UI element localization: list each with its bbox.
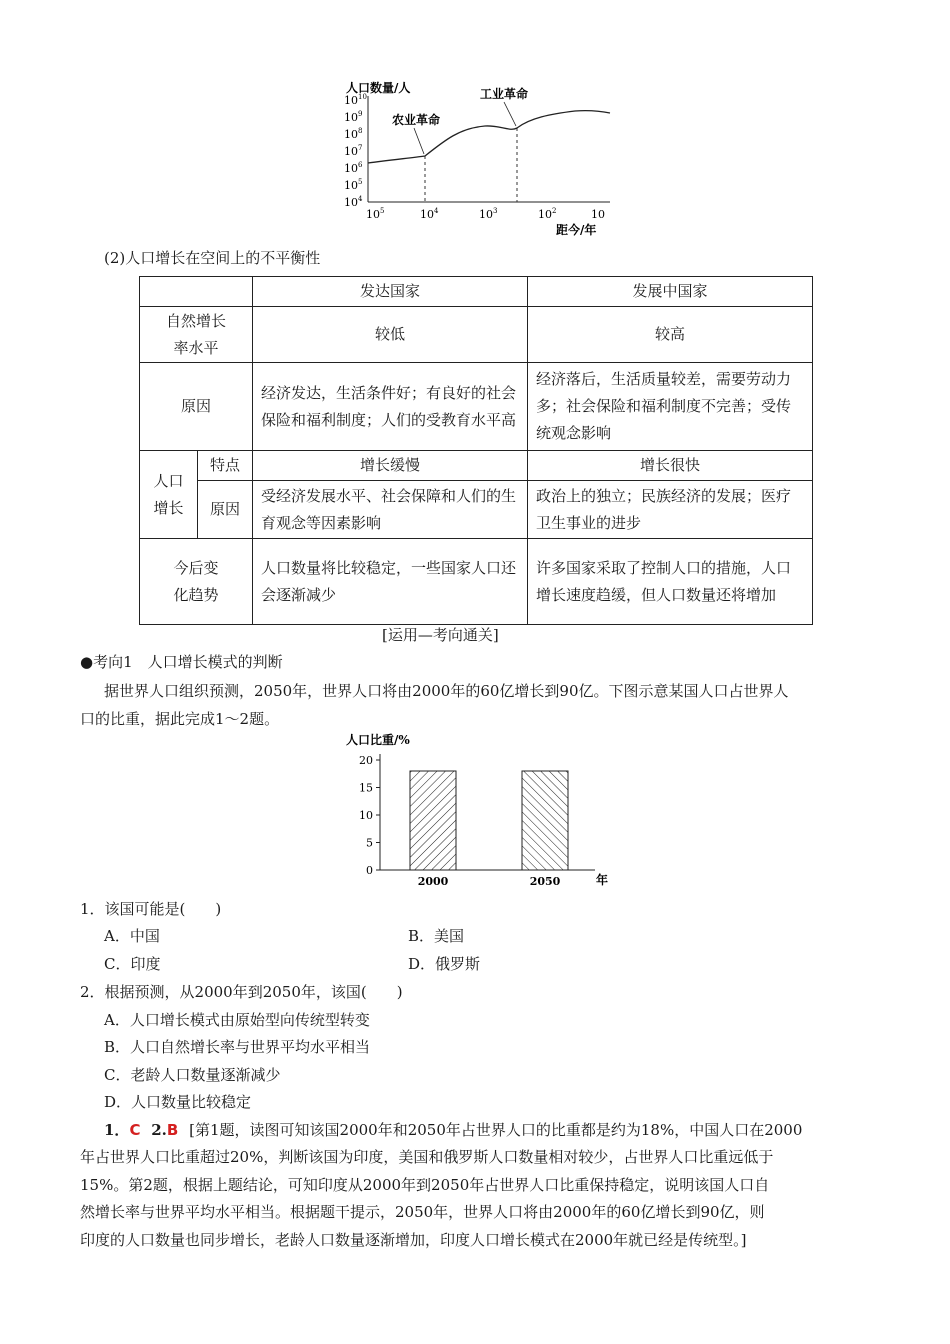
table-row	[140, 451, 813, 481]
section-title: (2)人口增长在空间上的不平衡性	[104, 249, 321, 267]
agri-arrow	[414, 128, 424, 154]
q1-option-b[interactable]: B．美国	[408, 927, 465, 945]
y-tick-label: $10^4$	[344, 195, 363, 209]
reason-label: 原因	[140, 363, 253, 451]
bar-x-labels	[418, 875, 561, 888]
trend-label-line2: 化趋势	[173, 585, 219, 604]
growth-label	[140, 451, 198, 539]
bars	[410, 771, 568, 870]
intro-line-2: 口的比重，据此完成1～2题。	[80, 710, 280, 728]
feature-developing: 增长很快	[528, 451, 813, 481]
bar-y-tick-label: 15	[359, 781, 373, 795]
answer-line-1	[104, 1119, 802, 1140]
comparison-table	[139, 276, 813, 625]
bar-y-tick-label: 10	[359, 809, 373, 822]
bar-x-axis-label: 年	[596, 873, 609, 887]
rate-developing: 较高	[528, 307, 813, 363]
rate-label-line1: 自然增长	[165, 311, 226, 330]
feature-label: 特点	[198, 451, 253, 481]
q2-option-a[interactable]: A．人口增长模式由原始型向传统型转变	[104, 1011, 370, 1029]
x-tick-label: 10	[591, 208, 605, 221]
explanation-line-1: [第1题，读图可知该国2000年和2050年占世界人口的比重都是约为18%，中国人口在2000	[189, 1121, 803, 1139]
explanation-line-3: 15%。第2题，根据上题结论，可知印度从2000年到2050年占世界人口比重保持稳定，说明该国人口自	[80, 1176, 770, 1194]
x-tick-label: $10^2$	[538, 207, 557, 221]
growth-label-line1: 人口	[153, 471, 184, 490]
table-row	[140, 277, 813, 307]
q1-option-d[interactable]: D．俄罗斯	[408, 955, 481, 973]
trend-label-line1: 今后变	[173, 558, 219, 577]
bar-x-label: 2000	[417, 875, 449, 888]
bar-x-label: 2050	[529, 875, 561, 888]
header-developed: 发达国家	[253, 277, 528, 307]
population-share-chart	[340, 732, 620, 892]
rate-label-line2: 率水平	[173, 338, 219, 357]
bar-y-axis-label: 人口比重/%	[346, 733, 410, 747]
trend-label	[140, 539, 253, 625]
x-tick-label: $10^4$	[420, 207, 439, 221]
rate-label	[140, 307, 253, 363]
q2-stem: 2．根据预测，从2000年到2050年，该国( )	[80, 983, 403, 1001]
explanation-line-4: 然增长率与世界平均水平相当。根据题干提示，2050年，世界人口将由2000年的60亿增长到90亿，则	[80, 1203, 765, 1221]
explanation-line-2: 年占世界人口比重超过20%，判断该国为印度，美国和俄罗斯人口数量相对较少，占世界人口比重远低于	[80, 1148, 774, 1166]
y-tick-label: $10^{10}$	[344, 93, 367, 107]
explanation-line-5: 印度的人口数量也同步增长，老龄人口数量逐渐增加，印度人口增长模式在2000年就已经是传统型。]	[80, 1231, 747, 1249]
answer-1: C	[129, 1121, 141, 1139]
x-tick-label: $10^5$	[366, 207, 385, 221]
reason-developing: 经济落后，生活质量较差，需要劳动力多；社会保险和福利制度不完善；受传统观念影响	[528, 363, 813, 451]
header-developing: 发展中国家	[528, 277, 813, 307]
bar-y-tick-label: 5	[366, 836, 373, 850]
table-row	[140, 539, 813, 625]
y-tick-label: $10^6$	[344, 161, 363, 175]
q1-option-a[interactable]: A．中国	[104, 927, 160, 945]
cause-developing: 政治上的独立；民族经济的发展；医疗卫生事业的进步	[528, 481, 813, 539]
y-tick-label: $10^5$	[344, 178, 363, 192]
bar-y-tick-label: 0	[366, 864, 373, 877]
cause-developed: 受经济发展水平、社会保障和人们的生育观念等因素影响	[253, 481, 528, 539]
reason-developed: 经济发达，生活条件好；有良好的社会保险和福利制度；人们的受教育水平高	[253, 363, 528, 451]
table-row	[140, 481, 813, 539]
x-axis-label: 距今/年	[556, 223, 597, 237]
bar-2050	[522, 771, 568, 870]
practice-header: [运用—考向通关]	[382, 626, 499, 644]
q2-option-c[interactable]: C．老龄人口数量逐渐减少	[104, 1066, 281, 1084]
answer-num-2: 2.	[151, 1121, 167, 1139]
q1-option-c[interactable]: C．印度	[104, 955, 161, 973]
population-history-chart	[330, 80, 630, 240]
q2-option-b[interactable]: B．人口自然增长率与世界平均水平相当	[104, 1038, 371, 1056]
bar-2000	[410, 771, 456, 870]
industrial-revolution-label: 工业革命	[480, 87, 529, 101]
answer-2: B	[166, 1121, 179, 1139]
rate-developed: 较低	[253, 307, 528, 363]
answer-num-1: 1．	[104, 1121, 130, 1139]
y-tick-label: $10^7$	[344, 144, 363, 158]
agri-revolution-label: 农业革命	[392, 113, 441, 127]
x-ticks	[366, 207, 605, 221]
trend-developing: 许多国家采取了控制人口的措施，人口增长速度趋缓，但人口数量还将增加	[528, 539, 813, 625]
q2-option-d[interactable]: D．人口数量比较稳定	[104, 1093, 252, 1111]
trend-developed: 人口数量将比较稳定，一些国家人口还会逐渐减少	[253, 539, 528, 625]
y-tick-label: $10^8$	[344, 127, 363, 141]
q1-stem: 1．该国可能是( )	[80, 900, 222, 918]
bar-y-ticks	[359, 754, 380, 877]
industrial-arrow	[504, 102, 516, 126]
x-tick-label: $10^3$	[479, 207, 498, 221]
table-row	[140, 363, 813, 451]
table-corner	[140, 277, 253, 307]
bar-y-tick-label: 20	[359, 754, 373, 767]
cause-label: 原因	[198, 481, 253, 539]
growth-label-line2: 增长	[153, 498, 184, 517]
y-tick-label: $10^9$	[344, 110, 363, 124]
kaoxiang-title: ●考向1 人口增长模式的判断	[80, 653, 283, 671]
feature-developed: 增长缓慢	[253, 451, 528, 481]
table-row	[140, 307, 813, 363]
intro-line-1: 据世界人口组织预测，2050年，世界人口将由2000年的60亿增长到90亿。下图示意某国人口占世界人	[104, 682, 789, 700]
y-ticks	[344, 93, 367, 209]
y-axis-label: 人口数量/人	[346, 81, 411, 95]
